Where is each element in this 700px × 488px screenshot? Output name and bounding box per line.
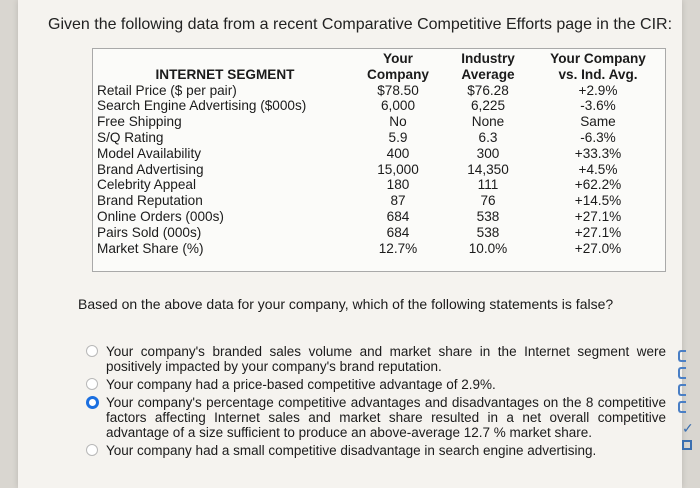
question-heading: Given the following data from a recent Comparative Competitive Efforts page in the CIR: (48, 16, 673, 33)
table-row (97, 98, 663, 114)
segment-header: INTERNET SEGMENT (155, 66, 295, 82)
industry-value: 6,225 (470, 98, 506, 114)
your-value: 15,000 (377, 161, 419, 177)
bracket-icon (678, 401, 686, 413)
table-row (97, 193, 663, 209)
bracket-icon (678, 367, 686, 379)
answer-option-1[interactable] (86, 344, 666, 374)
your-value: 5.9 (388, 129, 408, 145)
answer-option-text: Your company had a small competitive disadvantage in search engine advertising. (106, 443, 597, 458)
row-label: Search Engine Advertising ($000s) (97, 98, 307, 114)
your-value: 12.7% (378, 240, 418, 256)
vs-value: +4.5% (578, 161, 618, 177)
your-value: 87 (390, 193, 406, 209)
row-label: S/Q Rating (97, 129, 164, 145)
industry-average-header: Industry Average (461, 51, 515, 82)
industry-value: None (471, 114, 505, 130)
side-toolbar (678, 350, 692, 418)
vs-value: +27.1% (574, 224, 622, 240)
answer-options (86, 344, 666, 461)
row-label: Retail Price ($ per pair) (97, 82, 237, 98)
row-label: Brand Advertising (97, 161, 204, 177)
your-value: 6,000 (380, 98, 416, 114)
vs-value: -6.3% (580, 129, 616, 145)
industry-value: 300 (476, 145, 500, 161)
answer-option-text: Your company's branded sales volume and market share in the Internet segment were positively impacted by your company's brand reputation. (106, 344, 666, 374)
table-row (97, 177, 663, 193)
check-icon[interactable]: ✓ (682, 420, 694, 436)
your-value: 684 (386, 208, 410, 224)
row-label: Model Availability (97, 145, 202, 161)
industry-value: 111 (477, 177, 499, 193)
your-value: 400 (386, 145, 410, 161)
answer-option-3[interactable] (86, 395, 666, 440)
row-label: Brand Reputation (97, 193, 203, 209)
industry-value: 14,350 (467, 161, 509, 177)
cir-data-box (92, 48, 666, 272)
radio-button[interactable] (86, 444, 98, 456)
answer-option-text: Your company's percentage competitive advantages and disadvantages on the 8 competitive factors affecting Internet sales and market share resulted in a net overall competitive advantage of a size sufficient to produce an above-average 12.7 % market share. (106, 395, 666, 440)
vs-value: +14.5% (574, 193, 622, 209)
industry-value: 76 (480, 193, 496, 209)
row-label: Online Orders (000s) (97, 208, 224, 224)
vs-value: +27.1% (574, 208, 622, 224)
row-label: Celebrity Appeal (97, 177, 196, 193)
table-row (97, 209, 663, 225)
bracket-icon (678, 384, 686, 396)
industry-value: 538 (476, 224, 500, 240)
your-value: $78.50 (377, 82, 419, 98)
vs-value: +62.2% (574, 177, 622, 193)
row-label: Market Share (%) (97, 240, 204, 256)
table-row (97, 225, 663, 241)
question-page (18, 0, 682, 488)
radio-button[interactable] (86, 345, 98, 357)
vs-value: Same (580, 114, 616, 130)
table-row (97, 83, 663, 99)
radio-button-selected[interactable] (86, 396, 99, 409)
bracket-icon (678, 350, 686, 362)
row-label: Pairs Sold (000s) (97, 224, 202, 240)
square-icon[interactable] (682, 440, 692, 450)
table-row (97, 130, 663, 146)
industry-value: $76.28 (467, 82, 509, 98)
industry-value: 10.0% (468, 240, 508, 256)
answer-option-text: Your company had a price-based competitive advantage of 2.9%. (106, 377, 496, 392)
industry-value: 6.3 (478, 129, 498, 145)
your-value: 180 (386, 177, 410, 193)
vs-value: +33.3% (574, 145, 622, 161)
vs-industry-header: Your Company vs. Ind. Avg. (550, 51, 646, 82)
vs-value: -3.6% (580, 98, 616, 114)
cir-table (97, 51, 663, 256)
answer-option-4[interactable] (86, 443, 666, 458)
table-row (97, 146, 663, 162)
your-value: 684 (386, 224, 410, 240)
question-text: Based on the above data for your company, which of the following statements is false? (78, 296, 614, 312)
industry-value: 538 (476, 208, 500, 224)
table-row (97, 241, 663, 257)
row-label: Free Shipping (97, 114, 182, 130)
table-row (97, 114, 663, 130)
vs-value: +2.9% (578, 82, 618, 98)
your-value: No (389, 114, 407, 130)
table-row (97, 162, 663, 178)
your-company-header: Your Company (367, 51, 429, 82)
radio-button[interactable] (86, 378, 98, 390)
vs-value: +27.0% (574, 240, 622, 256)
table-header-row (97, 51, 663, 83)
answer-option-2[interactable] (86, 377, 666, 392)
